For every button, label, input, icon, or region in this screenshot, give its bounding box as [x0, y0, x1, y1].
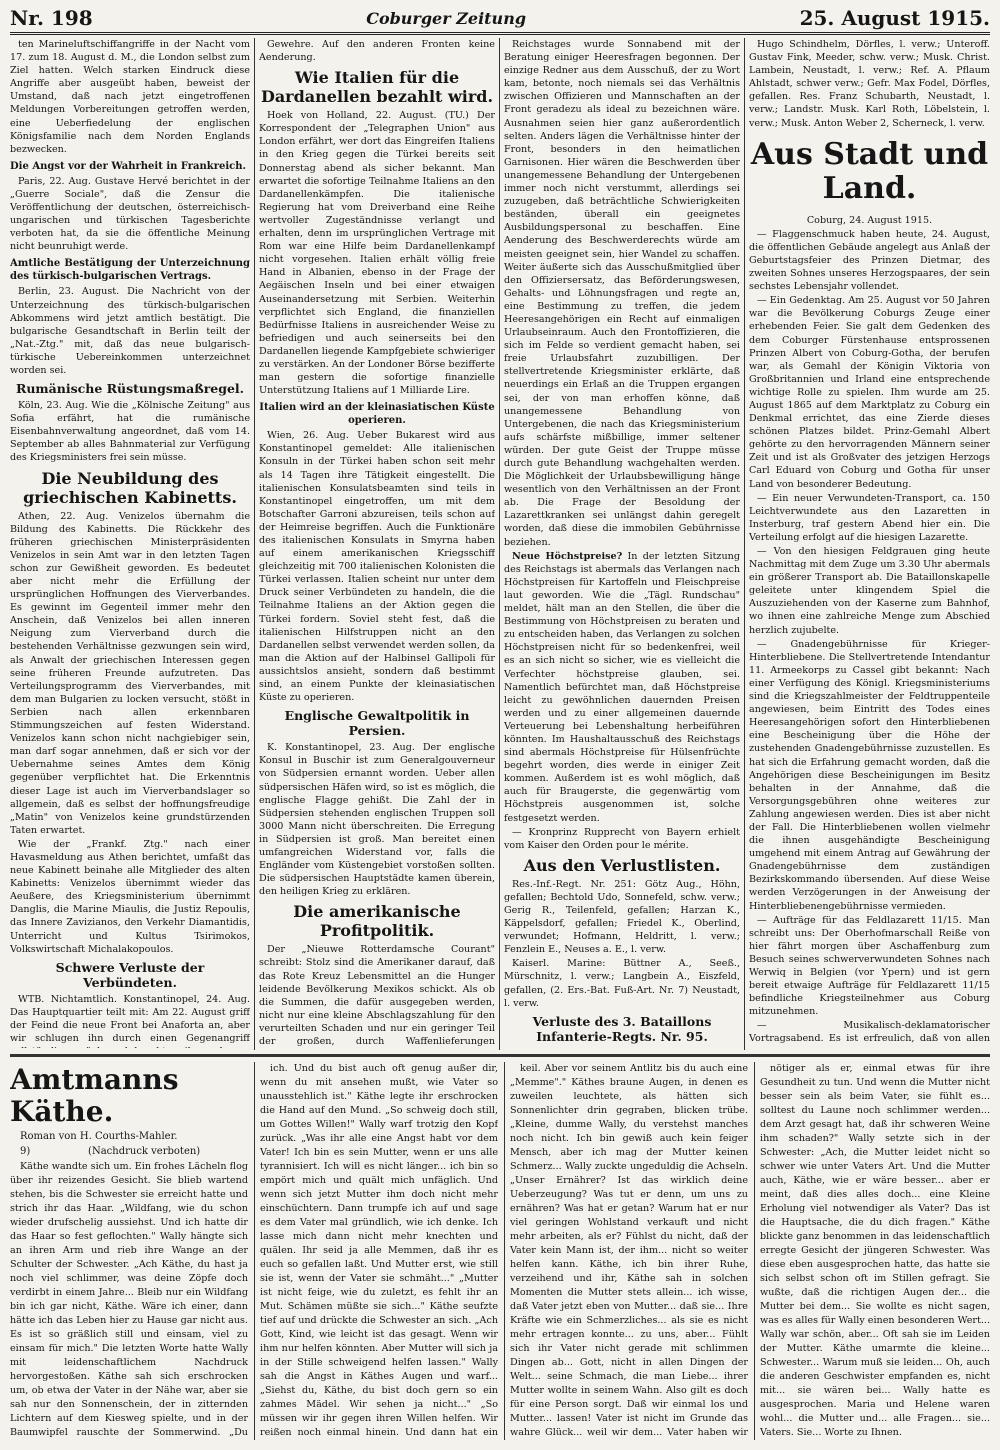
article-text: Wie der „Frankf. Ztg." nach einer Havasmeldung aus Athen berichtet, umfaßt das neue Kabinett beinahe alle Mitglieder des alten Kabinetts: Venizelos übernimmt wieder das Aeußere, des Kriegsministerium übernimmt Danglis, die Marine Miaulis, die Justiz Repoulis, das Innere Zavizianos, den Verkehr Diamantidis, Unterricht und Kultus Tsirimokos, Volkswirtschaft Michalakopoulos.: [10, 838, 250, 955]
serial-column-4: [760, 1062, 990, 1440]
article-text: ten Marineluftschiffangriffe in der Nacht vom 17. zum 18. August d. M., die London selbst zum Ziel hatten. Welch starken Eindruck diese Angriffe aber ausgeübt haben, beweist der Umstand, daß nach jetzt eingetroffenen Meldungen Vorbereitungen getroffen werden, eine Ueberfiedelung der englischen Königsfamilie nach dem Norden Englands bezwecken.: [10, 39, 250, 155]
article-text: Berlin, 23. August. Die Nachricht von der Unterzeichnung des türkisch-bulgarischen Abkommens wird jetzt amtlich bestätigt. Die bulgarische Gesandtschaft in Berlin teilt der „Nat.-Ztg." mit, daß das neue bulgarisch-türkische Uebereinkommen unterzeichnet worden sei.: [10, 286, 250, 376]
article-headline: Die Angst vor der Wahrheit in Frankreich.: [10, 160, 247, 172]
column-divider: [744, 38, 745, 1050]
masthead: [10, 4, 990, 35]
article-text: Gewehre. Auf den anderen Fronten keine Aenderung.: [259, 39, 495, 64]
article-text: In der letzten Sitzung des Reichstags ist abermals das Verlangen nach Höchstpreisen für Kartoffeln und Fleischpreise laut geworden. Wie die „Tägl. Rundschau" meldet, hält man an den Stellen, die über die Bestimmung von Höchstpreisen zu beraten und zu entscheiden haben, das Verlangen zu solchen Höchstpreisen nicht für so bedenkenfrei, weil es an sich nicht so sicher, wie es vielleicht die Verfechter höchstpreise glauben, sei. Namentlich befürchtet man, daß Höchstpreise leicht zu gewöhnlichen dauernden Preisen werden und zu einer allgemeinen dauernde Verteuerung bei Lebenshaltung herbeiführen könnten. Im Haushaltausschuß des Reichstags sind abermals Höchstpreise für Hülsenfrüchte begehrt worden, dies werde in einiger Zeit kommen. Außerdem ist es wohl möglich, daß auch für Braugerste, die gegenwärtig vom Höchstpreis ausgenommen ist, solche festgesetzt werden.: [504, 550, 740, 824]
article-text: — Von den hiesigen Feldgrauen ging heute Nachmittag mit dem Zuge um 3.30 Uhr abermals ein größerer Transport ab. Die Bataillonskapelle geleitete unter klingendem Spiel die Auszuziehenden von der Kaserne zum Bahnhof, wo ihnen eine zahlreiche Menge zum Abschied herzlich zujubelte.: [749, 546, 990, 636]
serial-column-2: [260, 1062, 498, 1440]
article-text: — Kronprinz Rupprecht von Bayern erhielt vom Kaiser den Orden pour le mérite.: [504, 826, 740, 851]
serial-number: 9): [20, 1146, 31, 1157]
article-text: — Aufträge für das Feldlazarett 11/15. Man schreibt uns: Der Oberhofmarschall Reiße von hier fährt morgen über Aschaffenburg zum Besuch seines schwerverwundeten Sohnes nach Werwiq in Belgien (vor Ypern) und ist gern bereit etwaige Aufträge für Feldlazarett 11/15 befindliche Kriegsteilnehmer aus Coburg mitzunehmen.: [749, 914, 990, 1018]
article-text: Wien, 26. Aug. Ueber Bukarest wird aus Konstantinopel gemeldet: Alle italienischen Konsuln in der Türkei haben schon seit mehr als 14 Tagen ihre Tätigkeit eingestellt. Die italienischen Konsulatsbeamten sind teils in Konstantinopel eingetroffen, um mit dem Botschafter Garroni abzureisen, teils schon auf der Heimreise begriffen. Auch die Funktionäre des italienischen Konsulats in Smyrna haben auf einem amerikanischen Kriegsschiff gleichzeitig mit 700 italienischen Kolonisten die Türkei verlassen. Italien scheint nur unter dem Druck seiner Verbündeten zu handeln, die die Teilnahme Italiens an der Aktion gegen die Türkei fordern. Soviel steht fest, daß die italienischen Hilfstruppen nicht an den Dardanellen selbst verwendet werden sollen, da man die Aktion auf der Halbinsel Gallipoli für aussichtslos ansieht, sondern daß bestimmt sind, an einem Punkte der kleinasiatischen Küste zu operieren.: [259, 430, 495, 704]
article-headline: Verluste des 3. Bataillons Infanterie-Regts. Nr. 95.: [532, 1013, 712, 1044]
reprint-notice: (Nachdruck verboten): [88, 1146, 201, 1157]
article-text: — Flaggenschmuck haben heute, 24. August, die öffentlichen Gebäude angelegt aus Anlaß der Geburtstagsfeier des Prinzen Dietmar, des zweiten Sohnes unseres Herzogspaares, der sein sechstes Lebensjahr vollendet.: [749, 228, 990, 293]
article-text: Paris, 22. Aug. Gustave Hervé berichtet in der „Guerre Sociale", daß die Zensur die Veröffentlichung der deutschen, österreichisch-ungarischen und türkischen Tagesberichte verboten hat, da sie die öffentliche Meinung nicht beunruhigt werde.: [10, 175, 250, 253]
newspaper-title: Coburger Zeitung: [366, 8, 527, 28]
article-text: Res.-Inf.-Regt. Nr. 251: Götz Aug., Höhn, gefallen; Bechtold Udo, Sonnefeld, schw. verw.; Gerig R., Teilenfeld, gefallen; Harzan K., Käppelsdorf, gefallen; Friedel K., Oberlind, verwundet; Hofmann, Heldritt, l. verw.; Fenzlein E., Neuses a. E., l. verw.: [504, 878, 740, 956]
column-divider: [254, 1062, 255, 1440]
serial-note: [10, 1145, 248, 1159]
serial-byline: Roman von H. Courths-Mahler.: [20, 1131, 178, 1142]
serial-column-3: [510, 1062, 748, 1440]
article-headline: Rumänische Rüstungsmaßregel.: [15, 381, 245, 397]
article-text: Kaiserl. Marine: Büttner A., Seeß., Mürschnitz, l. verw.; Langbein A., Eiszfeld, gefallen, (2. Ers.-Bat. Fuß-Art. Nr. 7) Neustadt, l. verw.: [504, 958, 740, 1009]
dateline: Coburg, 24. August 1915.: [806, 214, 933, 226]
section-headline: Aus Stadt und Land.: [750, 136, 989, 206]
article-headline: Amtliche Bestätigung der Unterzeichnung des türkisch-bulgarischen Vertrags.: [10, 258, 250, 283]
column-4: [749, 38, 990, 1048]
article-text: — Musikalisch-deklamatorischer Vortragsabend. Es ist erfreulich, daß von allen: [749, 1020, 990, 1045]
article-headline: Englische Gewaltpolitik in Persien.: [284, 708, 470, 739]
article-text: — Ein neuer Verwundeten-Transport, ca. 150 Leichtverwundete aus den Lazaretten in Insterburg, traf gestern Abend hier ein. Die Verteilung erfolgt auf die hiesigen Lazarette.: [749, 492, 990, 543]
article-text: [504, 1047, 740, 1048]
issue-number: Nr. 198: [10, 6, 93, 30]
serial-column-1: [10, 1062, 248, 1440]
article-text: Hoek von Holland, 22. August. (TU.) Der Korrespondent der „Telegraphen Union" aus London erfährt, wer dort das Eingreifen Italiens in den Krieg gegen die Türkei bereits seit Donnerstag abend als sicher bekannt. Man erwartet die sofortige Teilnahme Italiens an den Dardanellenkämpfen. Die italienische Regierung hat vom Dreiverband eine Reihe wertvoller Zugeständnisse verlangt und erhalten, denn im ursprünglichen Vertrage mit Rom war eine Hilfe beim Dardanellenkampf nicht vorgesehen. Italien erhält völlig freie Hand in Albanien, ebenso in der Frage der Aegäischen Inseln und bei einer etwaigen Auseinandersetzung mit Serbien. Weiterhin verpflichtet sich England, die finanziellen Bedürfnisse Italiens in ausreichender Weise zu befriedigen und auch seinerseits bei den Dardanellen liegende Kampfgebiete schwieriger zu verstärken. An der Londoner Börse bezifferte man gestern die sofortige finanzielle Unterstützung Italiens auf 1 Milliarde Lire.: [259, 110, 495, 397]
article-headline: Aus den Verlustlisten.: [523, 855, 721, 875]
article-text: Der „Nieuwe Rotterdamsche Courant" schreibt: Stolz sind die Amerikaner darauf, daß das Rote Kreuz Lebensmittel an die Hunger leidende Bevölkerung Mexikos schickt. Als ob die Summen, die dafür ausgegeben werden, nicht nur eine kleine Abschlagszahlung für den verurteilten Schaden und nur ein geringer Teil der großen, durch Waffenlieferungen: [259, 944, 495, 1047]
column-divider: [254, 38, 255, 1050]
serial-text: ich. Und du bist auch oft genug außer dir, wenn du mit ansehen mußt, wie Vater so unausstehlich ist." Käthe legte ihr erschrocken die Hand auf den Mund. „So schweig doch still, um Gottes Willen!" Wally warf trotzig den Kopf zurück. „Was ihr alle eine Angst habt vor dem Vater! Ich bin es sein Mutter, wenn er uns alle tyrannisiert. Ich will es nicht länger... ich bin so empört mich und quält mich unfäglich. Und wenn sich jetzt Mutter ihm doch nicht mehr einschüchtern. Dann trumpfe ich auf und sage es dem Vater mal gründlich, wie ich denke. Ich lasse mich dann nicht mehr knechten und quälen. Ihr seid ja alle Memmen, daß ihr es euch so gefallen laßt. Und Mutter erst, wie still sie ist, wenn der Vater sie schmäht..." „Mutter ist nicht feige, wie du zuletzt, es fehlt ihr an Mut. Schämen müßte sie sich..." Käthe seufzte tief auf und drückte die Schwester an sich. „Ach Gott, Kind, wie leicht ist das gesagt. Wenn wir ihm nur helfen könnten. Aber Mutter will sich ja in der Stille schweigend helfen lassen." Wally sah die Angst in Käthes Augen und warf... „Siehst du, Käthe, du bist doch gern so ein zahmes Mädel. Wir sehen ja nicht..." „So müssen wir ihr gegen ihren Willen helfen. Wir reißen noch einmal hinein. Und dann hat ein: [260, 1063, 498, 1438]
serial-text: keil. Aber vor seinem Antlitz bis du auch eine „Memme"." Käthes braune Augen, in denen es zuweilen leuchtete, als hätten sich Sonnenlichter drin gegraben, blicken trübe. „Kleine, dumme Wally, du verstehst manches noch nicht. Ich bin gewiß auch kein feiger Mensch, aber ich mag der Mutter keinen Schmerz... Wally zuckte ungeduldig die Achseln. „Unser Ernährer? Ist das wirklich deine Ueberzeugung? Was tut er denn, um uns zu ernähren? Was hat er getan? Warum hat er nur viel geringen Wohlstand verkauft und nicht mehr arbeiten, als er? Fühlst du nicht, daß der Vater kein Mann ist, der ihm... nicht so weiter helfen kann. Käthe, ich bin ihrer Ruhe, verzeihend und ihr, Käthe sah in solchen Momenten die Mutter stets allein... ich wisse, daß Vater jetzt eben von Mutter... daß sie... Ihre Kräfte wie ein Schmerzliches... als sie es nicht mehr ertragen konnte... zu uns, aber... Fühlt sich ihr Vater nicht gerade mit schlimmen Dingen ab... Gott, nicht in allen Dingen der Welt... seine Schmach, die man Liebe... ihrer Mutter wollte in seinem Wahn. Also gilt es doch für eine Person sorgt. Daß wir einmal los und Mutter... lassen! Vater ist nicht im Grunde das wahre Glück... weil wir dem... Vater haben wir: [510, 1063, 748, 1438]
serial-novel: [10, 1062, 990, 1442]
article-text: WTB. Nichtamtlich. Konstantinopel, 24. Aug. Das Hauptquartier teilt mit: Am 22. August griff der Feind die neue Front bei Anaforta an, aber wir schlugen ihn durch einen Gegenangriff: [10, 993, 250, 1044]
article-headline: Italien wird an der kleinasiatischen Küste operieren.: [259, 402, 495, 427]
feuilleton-divider: [10, 1054, 990, 1057]
article-headline: Schwere Verluste der Verbündeten.: [55, 959, 205, 990]
article-subhead: Neue Höchstpreise?: [512, 550, 623, 562]
column-divider: [504, 1062, 505, 1440]
article-headline: Die amerikanische Profitpolitik.: [293, 902, 461, 941]
article-text: Athen, 22. Aug. Venizelos übernahm die Bildung des Kabinetts. Die Rückkehr des früheren griechischen Ministerpräsidenten Venizelos in sein Amt war in den letzten Tagen schon zur Gewißheit geworden. Es bedeutet aber nicht mehr die Erfüllung der ursprünglichen Hoffnungen des Vierverbandes. Es gewinnt im Gegenteil immer mehr den Anschein, daß Venizelos bei allen inneren Neigung zum Vierverband durch die bestehenden Verhältnisse gezwungen sein wird, als Anwalt der griechischen Interessen gegen seine früheren Freunde aufzutreten. Das Verteilungsprogramm des Vierverbandes, mit dem man Bulgarien zu locken versucht, stößt in Serbien nach allen erkennbaren Stimmungszeichen auf festen Widerstand. Venizelos kann schon nicht nachgiebiger sein, man darf sogar annehmen, daß er sich vor der Uebernahme seines Amtes dem König gegenüber verpflichtet hat. Die Erkenntnis dieser Lage ist auch im Vierverbandslager so allgemein, daß es selbst der hoffnungsfreudige „Matin" von Venizelos keine grundstürzenden Taten erwartet.: [10, 510, 250, 836]
serial-text: nötiger als er, einmal etwas für ihre Gesundheit zu tun. Und wenn die Mutter nicht besser sein als beim Vater, sie fühlt es... solltest du Laune noch schlimmer werden... dem Arzt gesagt hat, daß ihr schweren Weine ihm schaden?" Wally setzte sich in der Schwester: „Ach, die Mutter leidet nicht so schwer wie unter Vaters Art. Und die Mutter auch, Käthe, wie er wäre besser... aber er meint, daß dies alles doch... eine Kleine Erholung viel notwendiger als Vater? Das ist die Hauptsache, die du dich fragen." Käthe blickte ganz benommen in das leidenschaftlich erregte Gesicht der jüngeren Schwester. Was diese eben ausgesprochen hatte, das hatte sie sich selbst schon oft im Stillen gefragt. Sie wußte, daß die richtigen Augen der... die Mutter bei dem... Sie wollte es nicht sagen, was es alles für Wally einen besonderen Wert... Wally war schön, aber... Oft sah sie im Leiden der Mutter. Käthe umarmte die kleine... Schwester... Warum muß sie leiden... Oh, auch die anderen Geschwister empfanden es, nicht mit... sie wären bei... Wally hatte es ausgesprochen. Maria und Helene waren wohl... die Mutter und... alle Fragen... sie... Vaters. Sie... Worte zu Ihnen.: [760, 1063, 990, 1438]
column-divider: [754, 1062, 755, 1440]
article-headline: Wie Italien für die Dardanellen bezahlt wird.: [260, 68, 494, 107]
article-text: Köln, 23. Aug. Wie die „Kölnische Zeitung" aus Sofia erfährt, hat die rumänische Eisenbahnverwaltung angeordnet, daß vom 14. September ab alles Bahnmaterial zur Verfügung des Kriegsministers frei sein müsse.: [10, 400, 250, 464]
serial-title: Amtmanns Käthe.: [10, 1063, 179, 1128]
column-divider: [499, 38, 500, 1050]
article-text: — Ein Gedenktag. Am 25. August vor 50 Jahren war die Bevölkerung Coburgs Zeuge einer erhebenden Feier. Sie galt dem Gedenken des dem Coburger Fürstenhause entsprossenen Prinzen Albert von Coburg-Gotha, der berufen war, als Gemahl der Königin Viktoria von Großbritannien und Irland eine entsprechende wichtige Rolle zu spielen. Ihm wurde am 25. August 1865 auf dem Marktplatz zu Coburg ein Denkmal errichtet, das eine Zierde dieses schönen Platzes bildet. Prinz-Gemahl Albert gehörte zu den hervorragenden Männern seiner Zeit und ist als Großvater des jetzigen Herzogs Carl Eduard von Coburg und Gotha für unser Land von besonderer Bedeutung.: [749, 295, 990, 490]
issue-date: 25. August 1915.: [799, 6, 990, 30]
column-2: [259, 38, 495, 1048]
article-text: Hugo Schindhelm, Dörfles, l. verw.; Unteroff. Gustav Fink, Meeder, schw. verw.; Musk. Christ. Lambein, Neustadt, l. verw.; Ref. A. Pflaum Ahlstadt, schwer verw.; Gefr. Max Fodel, Dörfles, gefallen. Res. Franz Schubarth, Neustadt, l. verw.; Landstr. Musk. Karl Roth, Löbelstein, l. verw.; Musk. Anton Weber 2, Scherneck, l. verw.: [749, 39, 990, 129]
article-headline: Die Neubildung des griechischen Kabinetts.: [23, 468, 237, 507]
serial-text: Käthe wandte sich um. Ein frohes Lächeln flog über ihr reizendes Gesicht. Sie blieb wartend stehen, bis die Schwester sie erreicht hatte und strich ihr das Haar. „Wildfang, wie du schon wieder drufschelig aussiehst. Und ich hatte dir das Haar so fest geflochten." Wally hängte sich an ihren Arm und rieb ihre Wange an der Schulter der Schwester. „Ach Käthe, du hast ja noch viel schlimmer, was deine Zöpfe doch verdirbt in einem Jahre... Bleib nur ein Wildfang bin ich gar nicht, Käthe. Wäre ich einer, dann hätte ich das Leben hier zu Hause gar nicht aus. Es ist so gräßlich still und einsam, viel zu einsam für mich." Die letzten Worte hatte Wally mit leidenschaftlichem Nachdruck hervorgestoßen. Käthe sah sich erschrocken um, ob etwa der Vater in der Nähe war, aber sie sah nur den Sonnenschein, der in zitternden Lichtern auf dem Kiesweg spielte, und in der Baumwipfel rauschte der Sommerwind. „Du: [10, 1161, 248, 1438]
article-text: [504, 550, 740, 825]
article-text: Reichstages wurde Sonnabend mit der Beratung einiger Heeresfragen begonnen. Der einzige Redner aus dem Ausschuß, der zu Wort kam, betonte, noch niemals sei das Verhältnis zwischen Offizieren und Mannschaften an der Front geradezu als ideal zu bezeichnen wäre. Ausnahmen seien hier ganz außerordentlich selten. Anders lägen die Verhältnisse hinter der Front, besonders in den heimatlichen Garnisonen. Hier wären die Beschwerden über unangemessene Behandlung der Untergebenen immer noch nicht verstummt, allerdings sei zuzugeben, daß beträchtliche Schwierigkeiten beständen, überall ein geeignetes Ausbildungspersonal zu beschaffen. Eine Aenderung des Beschwerderechts würde am meisten geeignet sein, hier Wandel zu schaffen. Weiter äußerte sich das Ausschußmitglied über den Offiziersersatz, das Beförderungswesen, Gehalts- und Löhnungsfragen und regte an, eine Bestimmung zu treffen, die jedem Heeresangehörigen ein Recht auf einmaligen Urlaubseinraum. Auch den Frontoffizieren, die sich im Felde so verdient gemacht haben, sei freie Urlaubsfahrt zuzubilligen. Der stellvertretende Kriegsminister erklärte, daß neuerdings ein Erlaß an die Truppen ergangen sei, der von man erhoffen könne, daß unangemessene Behandlung von Untergebenen, die nach das Kriegsministerium aufs schärfste mißbillige, immer seltener würden. Der gute Geist der Truppe müsse durch gute Behandlung wachgehalten werden. Die Möglichkeit der Urlaubsbewilligung hänge wesentlich von den Verhältnissen an der Front ab. Die Frage der Besoldung der Lazarettkranken sei unlängst dahin geregelt worden, daß diese die immobilen Gebührnisse beziehen.: [504, 39, 740, 548]
column-3: [504, 38, 740, 1048]
article-text: K. Konstantinopel, 23. Aug. Der englische Konsul in Buschir ist zum Generalgouverneur von Südpersien ernannt worden. Ueber allen südpersischen Häfen wird, so ist es möglich, die englische Flagge gehißt. Die Zahl der in Südpersien stehenden englischen Truppen soll 3000 Mann nicht überschreiten. Die Erregung in Südpersien ist groß. Man bereitet einen umfangreichen Widerstand vor, falls die Engländer vom Küstengebiet vorstoßen sollten. Die südpersischen Hauptstädte kamen überein, den heiligen Krieg zu erklären.: [259, 742, 495, 898]
column-1: [10, 38, 250, 1048]
article-text: — Gnadengebührnisse für Krieger-Hinterbliebene. Die Stellvertretende Intendantur 11. Armeekorps zu Cassel gibt bekannt: Nach einer Verfügung des Königl. Kriegsministeriums sind die Kriegszahlmeister der Feldtruppenteile angewiesen, beim Eintritt des Todes eines Heeresangehörigen sofort den Hinterbliebenen eine Bescheinigung über die Höhe der zustehenden Gnadengebührnisse zuzustellen. Es hat sich die Erfahrung gemacht worden, daß die Angehörigen diese Bescheinigungen im Besitz behalten in der Annahme, daß die Versorgungsgebühren ohne weiteres zur Zahlung angewiesen werden. Dies ist aber nicht der Fall. Die Hinterbliebenen wollen vielmehr die ihnen ausgehändigte Bescheinigung umgehend mit einem Antrag auf Gewährung der Gnadengebührnisse dem zuständigen Bezirkskommando übersenden. Auf diese Weise werden Verzögerungen in der Anweisung der Hinterbliebenengebührnisse vermieden.: [749, 638, 990, 912]
